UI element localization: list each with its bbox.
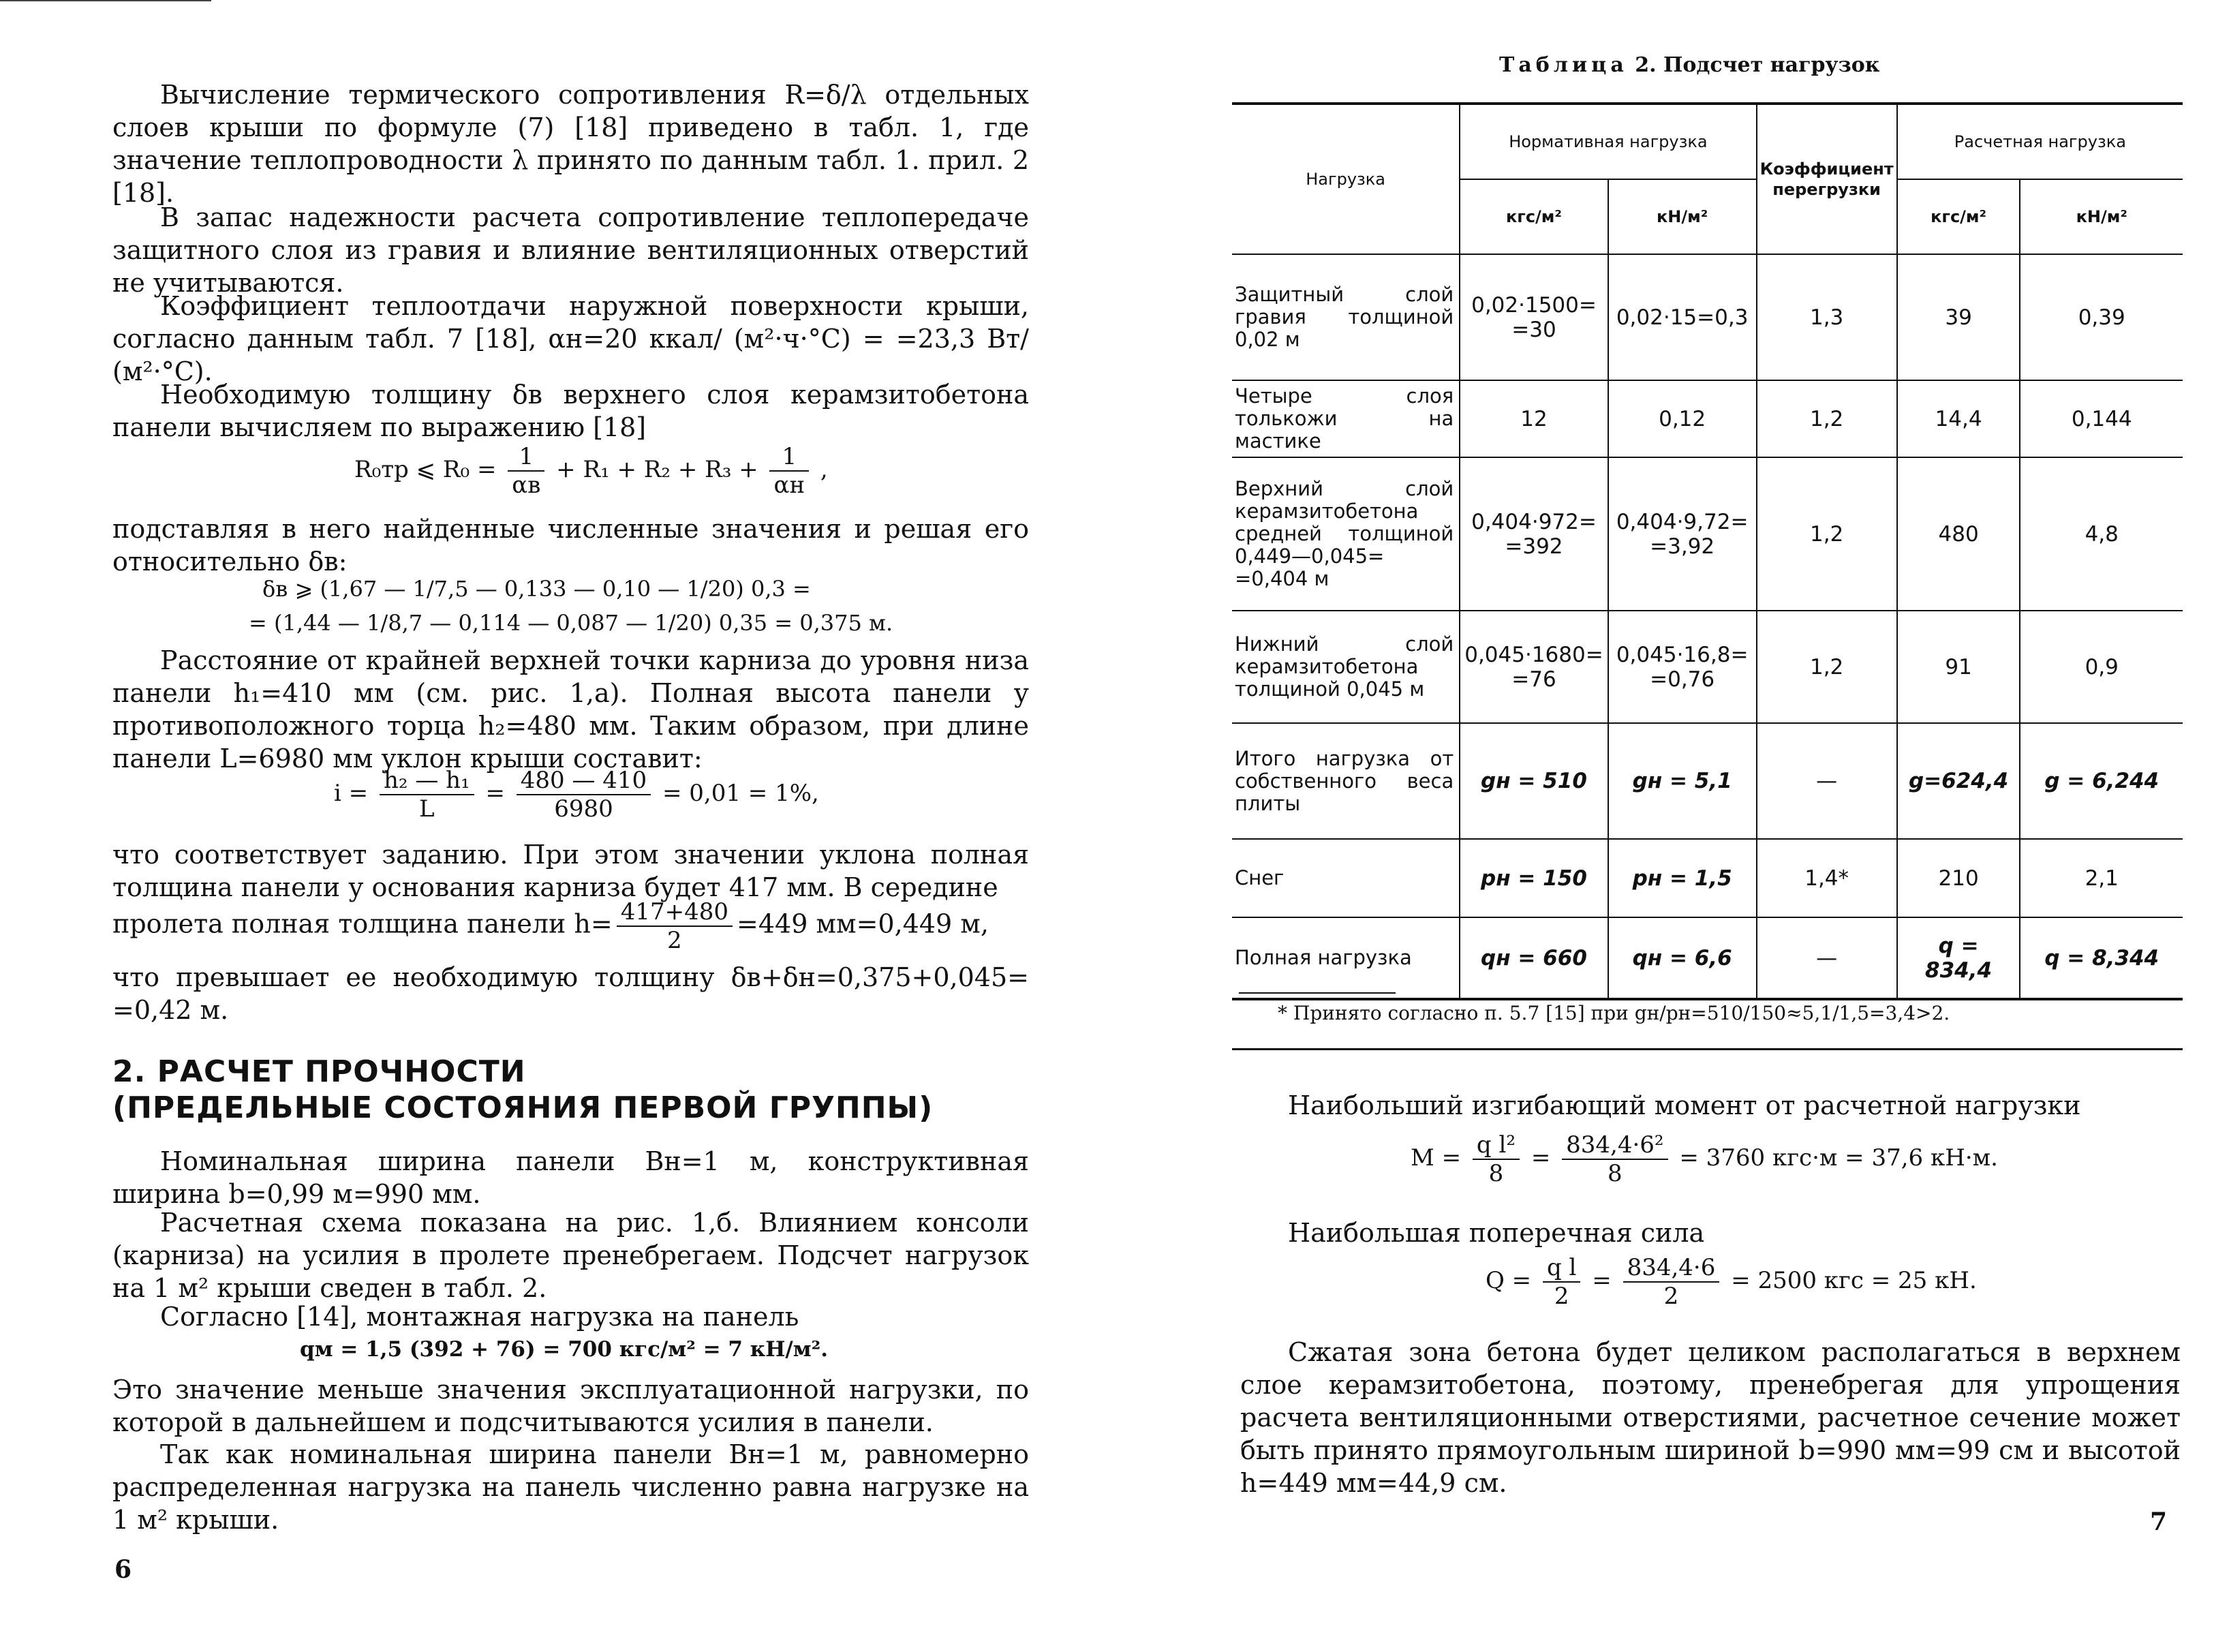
unit-kgs: кгс/м² (1897, 179, 2020, 254)
fraction: $\frac{1}{\alpha в}$ (508, 443, 544, 499)
row-name: Защитный слой гравия толщиной 0,02 м (1232, 254, 1460, 380)
formula-mounting-load: qм = 1,5 (392 + 76) = 700 кгс/м² = 7 кН/м². (300, 1337, 828, 1362)
cell-coefficient: 1,4* (1757, 839, 1897, 917)
formula-moment: M = $\frac{\text{q l²}}{8}$ = $\frac{\text{834,4·6²}}{8}$ = 3760 кгс·м = 37,6 кН·м. (1411, 1131, 1998, 1187)
cell-design-kgs: 91 (1897, 611, 2020, 723)
footnote-rule (1239, 992, 1396, 994)
page-number-left: 6 (114, 1555, 132, 1584)
paragraph-heat-transfer: Коэффициент теплоотдачи наружной поверхности крыши, согласно данным табл. 7 [18], αн=20 ккал/ (м²·ч·°C) = =23,3 Вт/ (м²·°C). (112, 291, 1029, 386)
fraction: $\frac{\text{q l}}{2}$ (1543, 1254, 1580, 1310)
row-name: Четыре слоя толькожи на мастике (1232, 380, 1460, 457)
formula-slope: i = $\frac{\text{h₂ — h₁}}{L}$ = $\frac{480 — 410}{6980}$ = 0,01 = 1%, (334, 767, 819, 823)
formula-resistance: R₀тр ⩽ R₀ = $\frac{1}{\alpha в}$ + R₁ + R₂ + R₃ + $\frac{1}{\alpha н}$ , (354, 443, 828, 499)
section-heading-line1: 2. РАСЧЕТ ПРОЧНОСТИ (112, 1054, 526, 1089)
cell-normative-kgs: 0,02·1500= =30 (1460, 254, 1608, 380)
row-name: Полная нагрузка (1232, 917, 1460, 999)
paragraph-shear-force: Наибольшая поперечная сила (1288, 1218, 1705, 1248)
paragraph-max-moment: Наибольший изгибающий момент от расчетной нагрузки (1288, 1090, 2081, 1120)
cell-normative-kgs: qн = 660 (1460, 917, 1608, 999)
cell-design-kgs: 14,4 (1897, 380, 2020, 457)
top-rule (0, 0, 211, 1)
loads-table (1232, 102, 2183, 1000)
table-row (1232, 457, 2183, 611)
paragraph-mid-thickness: пролета полная толщина панели h= $\frac{417+480}{2}$ =449 мм=0,449 м, (112, 898, 989, 954)
cell-design-kn: 0,9 (2020, 611, 2183, 723)
paragraph-compression-zone: Сжатая зона бетона будет целиком располагаться в верхнем слое керамзитобетона, поэтому, пренебрегая для упрощения расчета вентиляционными отверстиями, расчетное сечение может быть принято прямоугольным шириной b=990 мм=99 см и высотой h=449 мм=44,9 см. (1240, 1337, 2181, 1498)
cell-normative-kgs: 12 (1460, 380, 1608, 457)
table-row (1232, 254, 2183, 380)
fraction: $\frac{\text{q l²}}{8}$ (1473, 1131, 1520, 1187)
paragraph-distance: Расстояние от крайней верхней точки карниза до уровня низа панели h₁=410 мм (см. рис. 1,а). Полная высота панели у противоположного торца h₂=480 мм. Таким образом, при длине панели L=6980 мм уклон крыши составит: (112, 645, 1029, 774)
cell-design-kn: 2,1 (2020, 839, 2183, 917)
section-heading-line2: (ПРЕДЕЛЬНЫЕ СОСТОЯНИЯ ПЕРВОЙ ГРУППЫ) (112, 1090, 934, 1125)
fraction: $\frac{834,4\cdot 6}{2}$ (1623, 1254, 1720, 1310)
paragraph-uniform-load: Так как номинальная ширина панели Bн=1 м, равномерно распределенная нагрузка на панель численно равна нагрузке на 1 м² крыши. (112, 1439, 1029, 1535)
paragraph-less-than: Это значение меньше значения эксплуатационной нагрузки, по которой в дальнейшем и подсчитываются усилия в панели. (112, 1375, 1029, 1437)
paragraph-design-scheme: Расчетная схема показана на рис. 1,б. Влиянием консоли (карниза) на усилия в пролете пренебрегаем. Подсчет нагрузок на 1 м² крыши сведен в табл. 2. (112, 1208, 1029, 1303)
cell-design-kn: 0,39 (2020, 254, 2183, 380)
table-row (1232, 611, 2183, 723)
table-bottom-rule (1232, 1048, 2183, 1050)
unit-kn: кН/м² (1608, 179, 1757, 254)
cell-design-kgs: 210 (1897, 839, 2020, 917)
cell-design-kgs: g=624,4 (1897, 723, 2020, 839)
cell-normative-kgs: pн = 150 (1460, 839, 1608, 917)
right-page (1158, 0, 2229, 1652)
fraction: $\frac{\text{834,4·6²}}{8}$ (1562, 1131, 1667, 1187)
row-name: Нижний слой керамзитобетона толщиной 0,045 м (1232, 611, 1460, 723)
cell-coefficient: 1,3 (1757, 254, 1897, 380)
paragraph-thickness: Необходимую толщину δв верхнего слоя керамзитобетона панели вычисляем по выражению [18] (112, 380, 1029, 442)
cell-design-kn: 4,8 (2020, 457, 2183, 611)
cell-normative-kn: 0,12 (1608, 380, 1757, 457)
cell-normative-kn: gн = 5,1 (1608, 723, 1757, 839)
formula-shear: Q = $\frac{\text{q l}}{2}$ = $\frac{834,4\cdot 6}{2}$ = 2500 кгс = 25 кН. (1486, 1254, 1977, 1310)
paragraph-slope-result: что соответствует заданию. При этом значении уклона полная толщина панели у основания карниза будет 417 мм. В середине (112, 840, 1029, 902)
cell-normative-kgs: 0,045·1680= =76 (1460, 611, 1608, 723)
table-footnote: * Принято согласно п. 5.7 [15] при gн/pн=510/150≈5,1/1,5=3,4>2. (1278, 1002, 1950, 1024)
table-row (1232, 723, 2183, 839)
cell-normative-kgs: gн = 510 (1460, 723, 1608, 839)
table-row (1232, 917, 2183, 999)
cell-design-kgs: 480 (1897, 457, 2020, 611)
cell-normative-kn: 0,404·9,72= =3,92 (1608, 457, 1757, 611)
cell-normative-kn: qн = 6,6 (1608, 917, 1757, 999)
cell-design-kn: g = 6,244 (2020, 723, 2183, 839)
cell-coefficient: 1,2 (1757, 611, 1897, 723)
header-load: Нагрузка (1232, 104, 1460, 254)
paragraph-substitute: подставляя в него найденные численные значения и решая его относительно δв: (112, 514, 1029, 577)
paragraph-nominal-width: Номинальная ширина панели Bн=1 м, конструктивная ширина b=0,99 м=990 мм. (112, 1146, 1029, 1209)
paragraph-reliability: В запас надежности расчета сопротивление теплопередаче защитного слоя из гравия и влияние вентиляционных отверстий не учитываются. (112, 202, 1029, 298)
header-design: Расчетная нагрузка (1897, 104, 2183, 179)
cell-normative-kn: pн = 1,5 (1608, 839, 1757, 917)
paragraph-mounting-load: Согласно [14], монтажная нагрузка на панель (160, 1302, 799, 1332)
cell-coefficient: — (1757, 723, 1897, 839)
left-page (0, 0, 1090, 1652)
unit-kn: кН/м² (2020, 179, 2183, 254)
table-row (1232, 839, 2183, 917)
cell-design-kn: 0,144 (2020, 380, 2183, 457)
cell-design-kgs: q = 834,4 (1897, 917, 2020, 999)
paragraph-exceeds: что превышает ее необходимую толщину δв+δн=0,375+0,045= =0,42 м. (112, 962, 1029, 1025)
fraction: $\frac{\text{h₂ — h₁}}{L}$ (380, 767, 474, 823)
row-name: Итого нагрузка от собственного веса плиты (1232, 723, 1460, 839)
cell-coefficient: 1,2 (1757, 380, 1897, 457)
table-caption: Таблица 2. Подсчет нагрузок (1499, 53, 1880, 77)
paragraph-thermal-resistance: Вычисление термического сопротивления R=δ/λ отдельных слоев крыши по формуле (7) [18] приведено в табл. 1, где значение теплопроводности λ принято по данным табл. 1. прил. 2 [18]. (112, 80, 1029, 208)
table-row (1232, 380, 2183, 457)
row-name: Снег (1232, 839, 1460, 917)
formula-delta-line2: = (1,44 — 1/8,7 — 0,114 — 0,087 — 1/20) 0,35 = 0,375 м. (249, 610, 893, 636)
fraction: $\frac{480 — 410}{6980}$ (517, 767, 651, 823)
cell-coefficient: 1,2 (1757, 457, 1897, 611)
row-name: Верхний слой керамзитобетона средней толщиной 0,449—0,045= =0,404 м (1232, 457, 1460, 611)
page-number-right: 7 (2150, 1508, 2168, 1536)
header-coefficient: Коэффициент перегрузки (1757, 104, 1897, 254)
table-header-row (1232, 104, 2183, 179)
cell-normative-kn: 0,02·15=0,3 (1608, 254, 1757, 380)
fraction: $\frac{1}{\alpha н}$ (769, 443, 809, 499)
formula-delta-line1: δв ⩾ (1,67 — 1/7,5 — 0,133 — 0,10 — 1/20) 0,3 = (262, 576, 811, 602)
unit-kgs: кгс/м² (1460, 179, 1608, 254)
fraction: $\frac{417+480}{2}$ (617, 898, 733, 954)
cell-coefficient: — (1757, 917, 1897, 999)
cell-normative-kn: 0,045·16,8= =0,76 (1608, 611, 1757, 723)
cell-design-kgs: 39 (1897, 254, 2020, 380)
cell-design-kn: q = 8,344 (2020, 917, 2183, 999)
header-normative: Нормативная нагрузка (1460, 104, 1756, 179)
cell-normative-kgs: 0,404·972= =392 (1460, 457, 1608, 611)
